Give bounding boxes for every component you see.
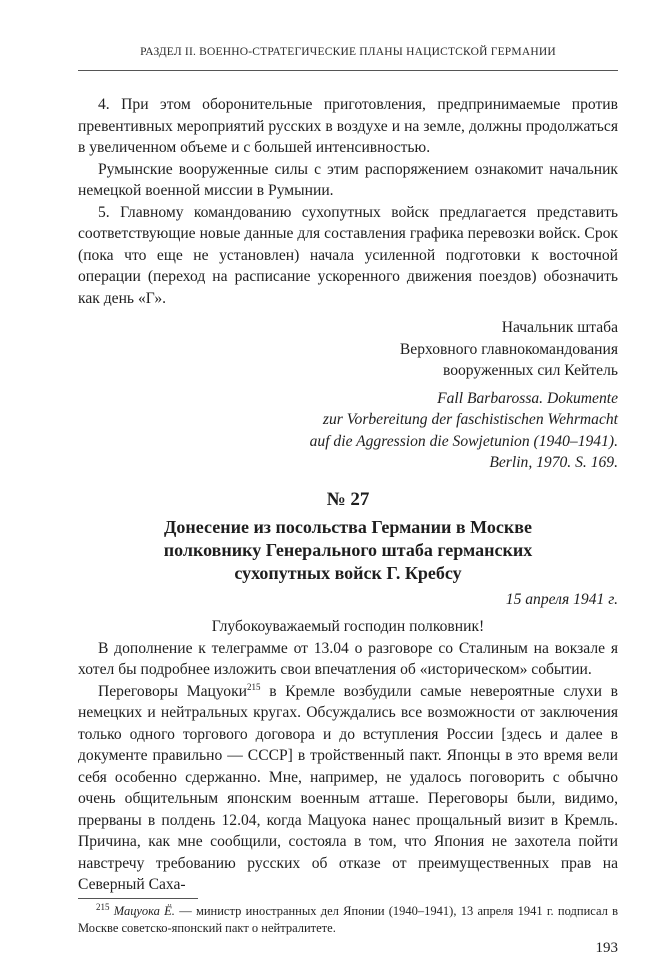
document-date: 15 апреля 1941 г. <box>505 590 618 608</box>
source-line: zur Vorbereitung der faschistischen Wehrmacht <box>322 411 618 428</box>
source-line: Fall Barbarossa. Dokumente <box>437 389 618 407</box>
title-line: сухопутных войск Г. Кребсу <box>234 562 462 583</box>
page-number: 193 <box>595 940 618 956</box>
footnote-rule <box>78 898 198 899</box>
source-line: Berlin, 1970. S. 169. <box>489 454 618 471</box>
document-title <box>78 516 618 585</box>
paragraph-rest: в Кремле возбудили самые невероятные слухи в немецких и нейтральных кругах. Обсуждались все возможности от заключения только одного торгового договора и до вступления России [здесь и далее в документе правильно — СССР] в тройственный пакт. Японцы в это время вели себя особенно сдержанно. Мне, например, не удалось поговорить с обычно очень общительным японским военным атташе. Переговоры были, видимо, прерваны в полдень 12.04, когда Мацуока нанес прощальный визит в Кремль. Причина, как мне сообщили, состояла в том, что Япония не захотела пойти навстречу требованию русских об отказе от преимущественных прав на Северный Саха- <box>78 682 618 893</box>
signature-block <box>78 317 618 382</box>
footnote-name: Мацуока Ё. <box>113 904 175 918</box>
source-citation <box>78 388 618 474</box>
footnote-reference[interactable]: 215 <box>247 681 261 692</box>
signature-line: вооруженных сил Кейтель <box>442 362 618 379</box>
footnote <box>78 903 618 937</box>
source-line: auf die Aggression die Sowjetunion (1940–1941). <box>309 432 618 450</box>
paragraph-5: 5. Главному командованию сухопутных войск предлагается представить соответствующие новые данные для составления графика перевозки войск. Срок (пока что еще не установлен) начала усиленной подготовки к восточной операции (переход на расписание ускоренного движения поездов) обозначить как день «Г». <box>78 203 618 307</box>
footnote-text: — министр иностранных дел Японии (1940–1941), 13 апреля 1941 г. подписал в Москве советско-японский пакт о нейтралитете. <box>78 904 619 935</box>
paragraph-4: 4. При этом оборонительные приготовления, предпринимаемые против превентивных мероприятий русских в воздухе и на земле, должны продолжаться в увеличенном объеме и с большей интенсивностью. <box>78 96 618 156</box>
signature-line: Верховного главнокомандования <box>399 340 618 358</box>
signature-line: Начальник штаба <box>501 319 618 336</box>
title-line: Донесение из посольства Германии в Москве <box>164 516 532 537</box>
running-header: РАЗДЕЛ II. ВОЕННО-СТРАТЕГИЧЕСКИЕ ПЛАНЫ НАЦИСТСКОЙ ГЕРМАНИИ <box>140 46 556 58</box>
title-line: полковнику Генерального штаба германских <box>163 539 533 560</box>
footnote-number: 215 <box>96 901 110 912</box>
page-body <box>78 94 618 896</box>
header-rule <box>78 70 618 71</box>
paragraph-romania: Румынские вооруженные силы с этим распоряжением ознакомит начальник немецкой военной миссии в Румынии. <box>78 160 618 199</box>
letter-paragraph-1: В дополнение к телеграмме от 13.04 о разговоре со Сталиным на вокзале я хотел бы подробнее изложить свои впечатления об «историческом» событии. <box>78 639 618 678</box>
letter-paragraph-2 <box>78 681 618 896</box>
salutation: Глубокоуважаемый господин полковник! <box>211 618 485 635</box>
paragraph-start: Переговоры Мацуоки <box>98 682 247 700</box>
document-number: № 27 <box>326 488 370 510</box>
